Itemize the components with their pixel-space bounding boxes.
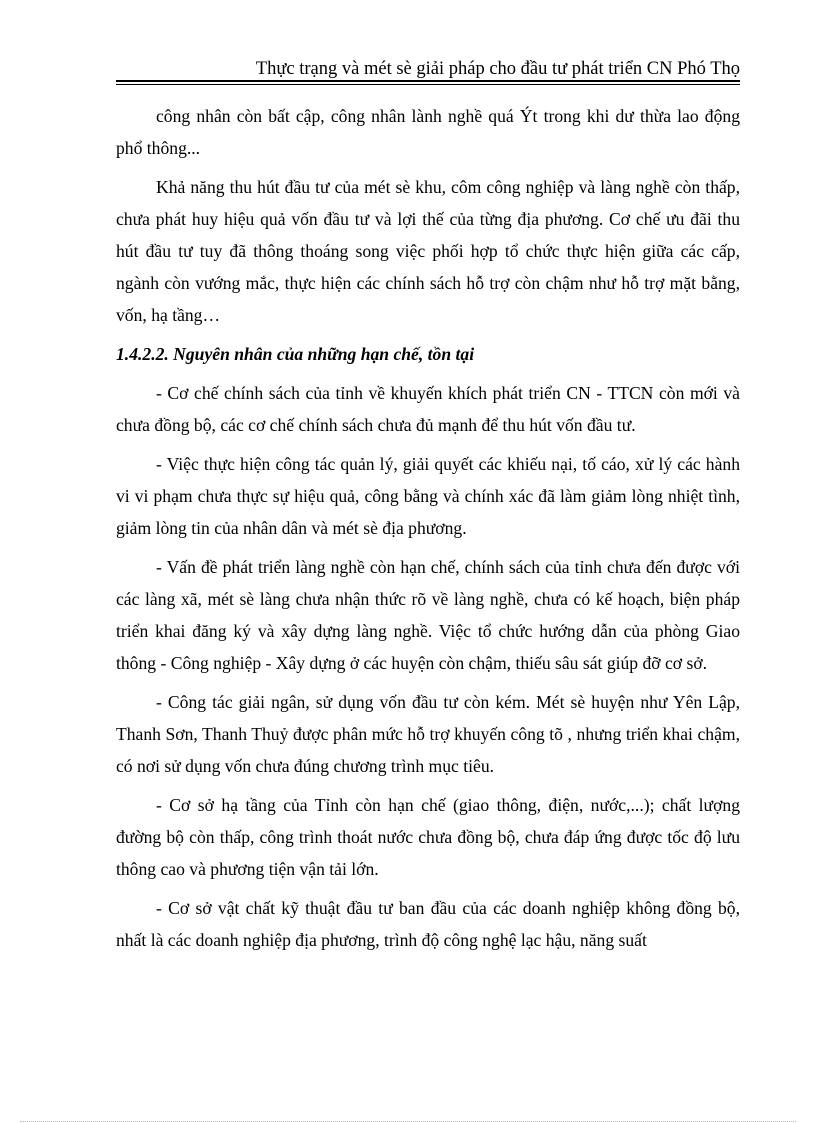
header-title: Thực trạng và mét sè giải pháp cho đầu tư phát triển CN Phó Thọ: [255, 59, 740, 79]
header-rule-thick: [116, 80, 740, 82]
bullet-paragraph: - Cơ chế chính sách của tỉnh về khuyến khích phát triển CN - TTCN còn mới và chưa đồng bộ, các cơ chế chính sách chưa đủ mạnh để thu hút vốn đầu tư.: [116, 383, 740, 435]
bullet-paragraph: - Vấn đề phát triển làng nghề còn hạn chế, chính sách của tỉnh chưa đến được với các làng xã, mét sè làng chưa nhận thức rõ về làng nghề, chưa có kế hoạch, biện pháp triển khai đăng ký và xây dựng làng nghề. Việc tổ chức hướng dẫn của phòng Giao thông - Công nghiệp - Xây dựng ở các huyện còn chậm, thiếu sâu sát giúp đỡ cơ sở.: [116, 557, 740, 673]
bullet-paragraph: - Cơ sở hạ tầng của Tỉnh còn hạn chế (giao thông, điện, nước,...); chất lượng đường bộ còn thấp, công trình thoát nước chưa đồng bộ, chưa đáp ứng được tốc độ lưu thông cao và phương tiện vận tải lớn.: [116, 795, 740, 879]
bullet-paragraph: - Việc thực hiện công tác quản lý, giải quyết các khiếu nại, tố cáo, xử lý các hành vi vi phạm chưa thực sự hiệu quả, công bằng và chính xác đã làm giảm lòng nhiệt tình, giảm lòng tin của nhân dân và mét sè địa phương.: [116, 454, 740, 538]
paragraph: Khả năng thu hút đầu tư của mét sè khu, côm công nghiệp và làng nghề còn thấp, chưa phát huy hiệu quả vốn đầu tư và lợi thế của từng địa phương. Cơ chế ưu đãi thu hút đầu tư tuy đã thông thoáng song việc phối hợp tổ chức thực hiện giữa các cấp, ngành còn vướng mắc, thực hiện các chính sách hỗ trợ còn chậm như hỗ trợ mặt bằng, vốn, hạ tầng…: [116, 177, 740, 325]
page-body: [116, 100, 740, 963]
section-heading: 1.4.2.2. Nguyên nhân của những hạn chế, tồn tại: [116, 344, 475, 364]
header-rule-thin: [116, 84, 740, 85]
bullet-paragraph: - Công tác giải ngân, sử dụng vốn đầu tư còn kém. Mét sè huyện như Yên Lập, Thanh Sơn, Thanh Thuỷ được phân mức hỗ trợ khuyến công tõ , nhưng triển khai chậm, có nơi sử dụng vốn chưa đúng chương trình mục tiêu.: [116, 692, 740, 776]
page-bottom-border: [20, 1121, 796, 1122]
page-header: [116, 58, 740, 80]
paragraph-continuation: công nhân còn bất cập, công nhân lành nghề quá Ýt trong khi dư thừa lao động phổ thông...: [116, 106, 740, 158]
bullet-paragraph: - Cơ sở vật chất kỹ thuật đầu tư ban đầu của các doanh nghiệp không đồng bộ, nhất là các doanh nghiệp địa phương, trình độ công nghệ lạc hậu, năng suất: [116, 898, 740, 950]
